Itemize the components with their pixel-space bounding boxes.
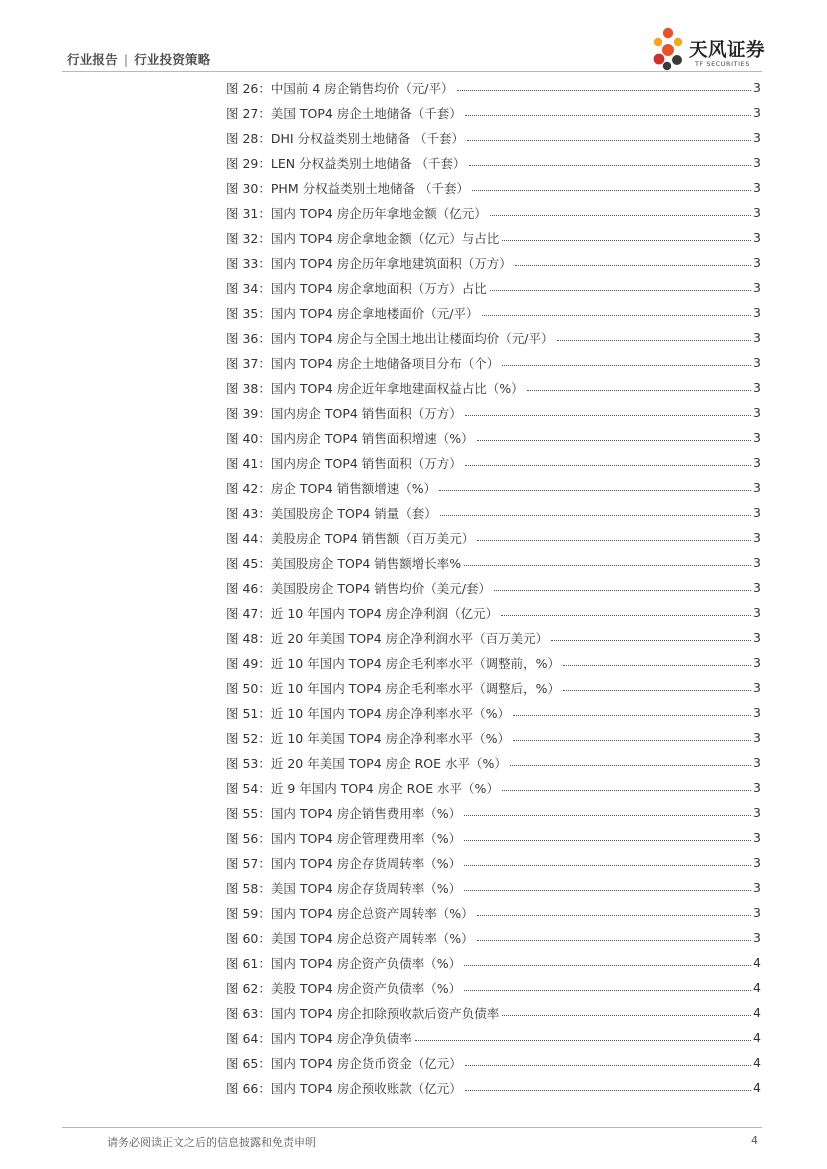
toc-entry-page: 3 — [753, 230, 761, 245]
toc-entry[interactable] — [226, 600, 762, 625]
toc-entry[interactable] — [226, 1075, 762, 1100]
toc-entry[interactable] — [226, 475, 762, 500]
toc-entry-title: 图 31：国内 TOP4 房企历年拿地金额（亿元） — [226, 205, 487, 221]
toc-entry-title: 图 40：国内房企 TOP4 销售面积增速（%） — [226, 430, 474, 446]
toc-entry[interactable] — [226, 850, 762, 875]
toc-entry-page: 3 — [753, 855, 761, 870]
toc-dot-leader — [557, 340, 751, 341]
toc-entry-title: 图 59：国内 TOP4 房企总资产周转率（%） — [226, 905, 474, 921]
toc-entry[interactable] — [226, 800, 762, 825]
toc-entry-page: 3 — [753, 380, 761, 395]
toc-entry[interactable] — [226, 300, 762, 325]
toc-dot-leader — [464, 965, 751, 966]
toc-dot-leader — [472, 190, 751, 191]
toc-entry-title: 图 28：DHI 分权益类别土地储备 （千套） — [226, 130, 465, 146]
toc-entry-title: 图 27：美国 TOP4 房企土地储备（千套） — [226, 105, 462, 121]
toc-entry-page: 3 — [753, 830, 761, 845]
header-separator: | — [123, 52, 129, 67]
toc-dot-leader — [477, 940, 751, 941]
toc-dot-leader — [467, 140, 751, 141]
toc-entry-title: 图 43：美国股房企 TOP4 销量（套） — [226, 505, 437, 521]
toc-entry-page: 3 — [753, 155, 761, 170]
toc-entry[interactable] — [226, 650, 762, 675]
toc-entry-title: 图 30：PHM 分权益类别土地储备 （千套） — [226, 180, 470, 196]
toc-entry-title: 图 48：近 20 年美国 TOP4 房企净利润水平（百万美元） — [226, 630, 549, 646]
toc-entry[interactable] — [226, 950, 762, 975]
toc-dot-leader — [494, 590, 751, 591]
toc-entry-title: 图 41：国内房企 TOP4 销售面积（万方） — [226, 455, 462, 471]
toc-entry[interactable] — [226, 125, 762, 150]
toc-entry-page: 3 — [753, 255, 761, 270]
toc-dot-leader — [465, 415, 751, 416]
toc-dot-leader — [482, 315, 751, 316]
toc-entry[interactable] — [226, 275, 762, 300]
footer-divider — [62, 1127, 762, 1128]
toc-entry-page: 3 — [753, 180, 761, 195]
footer-disclaimer: 请务必阅读正文之后的信息披露和免责申明 — [107, 1136, 316, 1149]
toc-entry-page: 3 — [753, 80, 761, 95]
toc-dot-leader — [465, 1065, 751, 1066]
toc-entry[interactable] — [226, 200, 762, 225]
toc-entry-title: 图 51：近 10 年国内 TOP4 房企净利率水平（%） — [226, 705, 511, 721]
toc-dot-leader — [563, 690, 751, 691]
toc-dot-leader — [469, 165, 751, 166]
toc-entry[interactable] — [226, 625, 762, 650]
company-logo — [650, 26, 770, 74]
toc-dot-leader — [510, 765, 751, 766]
toc-entry-title: 图 58：美国 TOP4 房企存货周转率（%） — [226, 880, 462, 896]
header-category: 行业报告 — [67, 52, 118, 67]
page-number: 4 — [751, 1134, 758, 1147]
toc-entry-page: 3 — [753, 280, 761, 295]
toc-entry-title: 图 33：国内 TOP4 房企历年拿地建筑面积（万方） — [226, 255, 512, 271]
page-footer — [62, 1127, 762, 1151]
toc-entry-title: 图 44：美股房企 TOP4 销售额（百万美元） — [226, 530, 475, 546]
toc-entry-page: 3 — [753, 105, 761, 120]
toc-dot-leader — [502, 365, 751, 366]
toc-entry[interactable] — [226, 1025, 762, 1050]
toc-entry[interactable] — [226, 75, 762, 100]
toc-entry-title: 图 56：国内 TOP4 房企管理费用率（%） — [226, 830, 462, 846]
toc-entry[interactable] — [226, 175, 762, 200]
toc-dot-leader — [551, 640, 751, 641]
toc-entry-title: 图 45：美国股房企 TOP4 销售额增长率% — [226, 555, 462, 571]
toc-entry-title: 图 64：国内 TOP4 房企净负债率 — [226, 1030, 412, 1046]
toc-entry-title: 图 63：国内 TOP4 房企扣除预收款后资产负债率 — [226, 1005, 500, 1021]
toc-entry-page: 3 — [753, 430, 761, 445]
toc-entry[interactable] — [226, 425, 762, 450]
toc-entry[interactable] — [226, 225, 762, 250]
toc-entry[interactable] — [226, 100, 762, 125]
toc-entry[interactable] — [226, 500, 762, 525]
toc-entry[interactable] — [226, 775, 762, 800]
logo-name-cn: 天风证券 — [689, 40, 766, 61]
toc-entry-title: 图 38：国内 TOP4 房企近年拿地建面权益占比（%） — [226, 380, 524, 396]
toc-entry-page: 3 — [753, 755, 761, 770]
toc-entry-title: 图 49：近 10 年国内 TOP4 房企毛利率水平（调整前，%） — [226, 655, 561, 671]
toc-entry-page: 3 — [753, 730, 761, 745]
toc-entry[interactable] — [226, 375, 762, 400]
toc-entry[interactable] — [226, 825, 762, 850]
tf-securities-logo-icon — [650, 26, 686, 72]
toc-entry[interactable] — [226, 700, 762, 725]
toc-dot-leader — [477, 540, 751, 541]
toc-entry-page: 3 — [753, 580, 761, 595]
toc-entry-page: 4 — [753, 1005, 761, 1020]
toc-dot-leader — [464, 840, 751, 841]
toc-entry-title: 图 50：近 10 年国内 TOP4 房企毛利率水平（调整后，%） — [226, 680, 561, 696]
toc-entry-title: 图 55：国内 TOP4 房企销售费用率（%） — [226, 805, 462, 821]
toc-entry-title: 图 47：近 10 年国内 TOP4 房企净利润（亿元） — [226, 605, 499, 621]
toc-entry-title: 图 36：国内 TOP4 房企与全国土地出让楼面均价（元/平） — [226, 330, 554, 346]
toc-entry[interactable] — [226, 525, 762, 550]
toc-entry-page: 4 — [753, 980, 761, 995]
toc-entry-page: 3 — [753, 330, 761, 345]
toc-entry-page: 3 — [753, 355, 761, 370]
toc-dot-leader — [502, 240, 751, 241]
toc-entry-page: 3 — [753, 780, 761, 795]
toc-entry[interactable] — [226, 550, 762, 575]
toc-entry-page: 3 — [753, 405, 761, 420]
toc-entry-title: 图 34：国内 TOP4 房企拿地面积（万方）占比 — [226, 280, 487, 296]
toc-entry-page: 3 — [753, 630, 761, 645]
toc-dot-leader — [477, 440, 751, 441]
toc-entry[interactable] — [226, 575, 762, 600]
toc-entry-title: 图 26：中国前 4 房企销售均价（元/平） — [226, 80, 454, 96]
header-subcategory: 行业投资策略 — [134, 52, 211, 67]
toc-entry-title: 图 37：国内 TOP4 房企土地储备项目分布（个） — [226, 355, 500, 371]
toc-entry-title: 图 35：国内 TOP4 房企拿地楼面价（元/平） — [226, 305, 479, 321]
logo-name-en: TF SECURITIES — [695, 60, 750, 68]
toc-entry-page: 3 — [753, 205, 761, 220]
toc-entry[interactable] — [226, 150, 762, 175]
toc-entry-title: 图 62：美股 TOP4 房企资产负债率（%） — [226, 980, 462, 996]
toc-entry-title: 图 66：国内 TOP4 房企预收账款（亿元） — [226, 1080, 462, 1096]
toc-entry-page: 3 — [753, 555, 761, 570]
toc-dot-leader — [502, 1015, 751, 1016]
toc-dot-leader — [490, 215, 751, 216]
toc-entry-title: 图 65：国内 TOP4 房企货币资金（亿元） — [226, 1055, 462, 1071]
toc-entry-title: 图 60：美国 TOP4 房企总资产周转率（%） — [226, 930, 474, 946]
toc-entry-page: 3 — [753, 680, 761, 695]
toc-entry-page: 3 — [753, 605, 761, 620]
toc-entry[interactable] — [226, 450, 762, 475]
toc-entry[interactable] — [226, 925, 762, 950]
toc-entry[interactable] — [226, 250, 762, 275]
toc-entry[interactable] — [226, 900, 762, 925]
toc-entry-page: 3 — [753, 130, 761, 145]
toc-dot-leader — [440, 515, 751, 516]
report-type — [67, 50, 210, 68]
toc-entry-title: 图 39：国内房企 TOP4 销售面积（万方） — [226, 405, 462, 421]
toc-entry[interactable] — [226, 325, 762, 350]
toc-entry-title: 图 57：国内 TOP4 房企存货周转率（%） — [226, 855, 462, 871]
toc-entry[interactable] — [226, 975, 762, 1000]
toc-entry-title: 图 53：近 20 年美国 TOP4 房企 ROE 水平（%） — [226, 755, 507, 771]
toc-entry-title: 图 46：美国股房企 TOP4 销售均价（美元/套） — [226, 580, 492, 596]
figure-list — [226, 75, 762, 1100]
toc-dot-leader — [515, 265, 751, 266]
toc-entry-page: 3 — [753, 655, 761, 670]
toc-dot-leader — [563, 665, 751, 666]
toc-dot-leader — [527, 390, 751, 391]
toc-dot-leader — [457, 90, 752, 91]
toc-dot-leader — [415, 1040, 751, 1041]
toc-entry-page: 3 — [753, 305, 761, 320]
toc-entry-title: 图 32：国内 TOP4 房企拿地金额（亿元）与占比 — [226, 230, 500, 246]
toc-entry[interactable] — [226, 400, 762, 425]
toc-entry[interactable] — [226, 875, 762, 900]
toc-entry-page: 3 — [753, 530, 761, 545]
toc-entry-page: 4 — [753, 1080, 761, 1095]
toc-entry-page: 4 — [753, 955, 761, 970]
toc-dot-leader — [439, 490, 751, 491]
toc-entry-title: 图 54：近 9 年国内 TOP4 房企 ROE 水平（%） — [226, 780, 499, 796]
toc-dot-leader — [464, 815, 751, 816]
toc-entry[interactable] — [226, 1000, 762, 1025]
toc-entry-page: 4 — [753, 1055, 761, 1070]
toc-entry-title: 图 29：LEN 分权益类别土地储备 （千套） — [226, 155, 466, 171]
toc-entry[interactable] — [226, 675, 762, 700]
toc-dot-leader — [501, 615, 751, 616]
toc-entry-page: 3 — [753, 930, 761, 945]
toc-entry[interactable] — [226, 750, 762, 775]
toc-dot-leader — [464, 565, 751, 566]
toc-entry[interactable] — [226, 350, 762, 375]
toc-dot-leader — [464, 990, 751, 991]
toc-entry-page: 3 — [753, 505, 761, 520]
toc-entry[interactable] — [226, 1050, 762, 1075]
toc-dot-leader — [464, 890, 751, 891]
toc-dot-leader — [465, 1090, 751, 1091]
toc-entry-title: 图 42：房企 TOP4 销售额增速（%） — [226, 480, 437, 496]
toc-dot-leader — [513, 715, 751, 716]
toc-dot-leader — [465, 465, 751, 466]
toc-entry-page: 3 — [753, 905, 761, 920]
toc-entry-page: 3 — [753, 455, 761, 470]
toc-entry-page: 3 — [753, 880, 761, 895]
toc-entry-page: 3 — [753, 480, 761, 495]
toc-entry-page: 4 — [753, 1030, 761, 1045]
toc-dot-leader — [477, 915, 751, 916]
toc-dot-leader — [464, 865, 751, 866]
toc-dot-leader — [465, 115, 751, 116]
toc-dot-leader — [513, 740, 751, 741]
toc-entry-title: 图 52：近 10 年美国 TOP4 房企净利率水平（%） — [226, 730, 511, 746]
toc-dot-leader — [502, 790, 751, 791]
toc-entry-title: 图 61：国内 TOP4 房企资产负债率（%） — [226, 955, 462, 971]
toc-entry[interactable] — [226, 725, 762, 750]
toc-entry-page: 3 — [753, 705, 761, 720]
toc-dot-leader — [490, 290, 751, 291]
toc-entry-page: 3 — [753, 805, 761, 820]
